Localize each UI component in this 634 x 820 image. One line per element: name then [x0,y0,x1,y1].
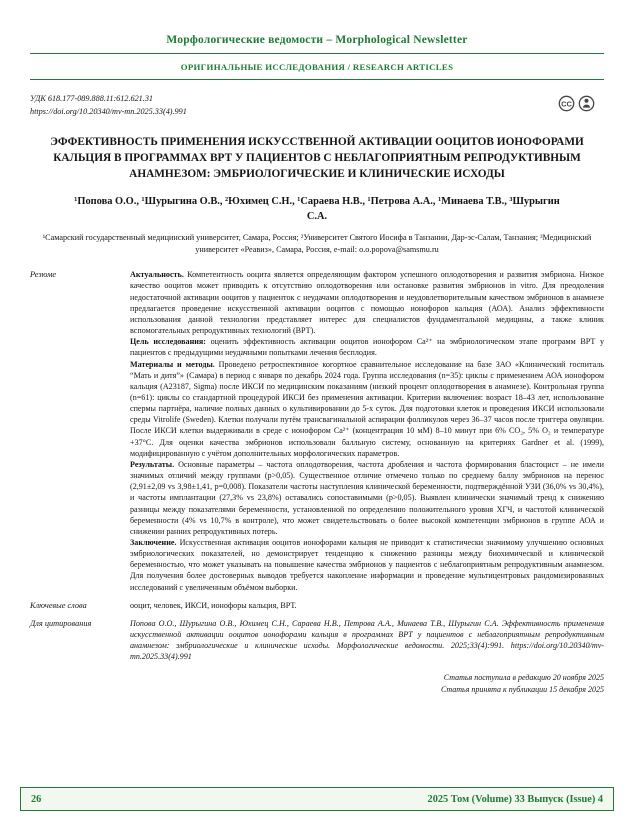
section-strip [30,53,604,80]
paragraph-text: Проведено ретроспективное когортное сравнительное исследование на базе ЗАО «Клинический госпиталь “Мать и дитя”» (Самара) в период с января по декабрь 2024 года. Группа исследования (n=35): циклы с применением АОА ионофором кальция (A23187, Sigma) после ИКСИ по медицинским показаниям (низкий процент оплодотворения в анамнезе). Контрольная группа (n=61): циклы со стандартной процедурой ИКСИ без применения активации. Критерии включения: возраст 18–43 лет, использование спермы партнёра, наличие полных данных о культивировании до 5-х суток. Для подготовки клеток и проведения ИКСИ использовали среды Vitrolife (Sweden). Клетки получали путём трансвагинальной аспирации фолликулов через 36–37 часов после триггера овуляции. После ИКСИ клетки выдерживали в среде с ионофором Ca²⁺ (концентрация 10 мМ) 8–10 минут при 6% CO₂, 5% O₂ и температуре +37°C. Для оценки качества эмбрионов использовали балльную систему, основанную на критериях Gardner et al. (1999), модифицированную с учётом дополнительных морфологических параметров. [130,359,604,458]
meta-row [30,93,604,118]
abstract-paragraph [130,336,604,358]
abstract-body [130,269,604,593]
abstract-label: Резюме [30,270,57,280]
article-affiliations: ¹Самарский государственный медицинский университет, Самара, Россия; ²Университет Святого Иосифа в Танзании, Дар-эс-Салам, Танзания; ³Медицинский университет «Реавиз», Самара, Россия, e-mail: o.o.popova@samsmu.ru [42,232,592,254]
abstract-section [30,269,604,662]
paragraph-lead: Материалы и методы. [130,359,215,369]
paragraph-lead: Результаты. [130,459,175,469]
article-title: ЭФФЕКТИВНОСТЬ ПРИМЕНЕНИЯ ИСКУССТВЕННОЙ АКТИВАЦИИ ООЦИТОВ ИОНОФОРАМИ КАЛЬЦИЯ В ПРОГРАММАХ ВРТ У ПАЦИЕНТОВ С НЕБЛАГОПРИЯТНЫМ РЕПРОДУКТИВНЫМ АНАМНЕЗОМ: ЭМБРИОЛОГИЧЕСКИЕ И КЛИНИЧЕСКИЕ ИСХОДЫ [50,136,584,181]
abstract-paragraph [130,459,604,537]
issue-info: 2025 Том (Volume) 33 Выпуск (Issue) 4 [427,793,603,805]
article-meta [30,93,187,118]
doi-link[interactable]: https://doi.org/10.20340/mv-mn.2025.33(4).991 [30,106,187,116]
abstract-paragraph [130,537,604,593]
footer-bar [20,787,614,811]
article-dates [30,672,604,698]
page-number: 26 [31,793,42,805]
paragraph-lead: Заключение. [130,538,177,547]
svg-text:CC: CC [561,99,572,109]
citation-text: Попова О.О., Шурыгина О.В., Юхимец С.Н., Сараева Н.В., Петрова А.А., Минаева Т.В., Шурыгин С.А. Эффективность применения искусственной активации ооцитов ионофорами кальция в программах ВРТ у пациентов с неблагоприятным репродуктивным анамнезом: эмбриологические и клинические исходы. Морфологические ведомости. 2025;33(4):991. https://doi.org/10.20340/mv-mn.2025.33(4).991 [130,618,604,662]
keywords-label: Ключевые слова [30,600,87,610]
citation-label: Для цитирования [30,618,92,628]
article-authors: ¹Попова О.О., ¹Шурыгина О.В., ²Юхимец С.Н., ¹Сараева Н.В., ¹Петрова А.А., ¹Минаева Т.В., ³Шурыгин С.А. [74,195,560,222]
udk-number: УДК 618.177-089.888.11:612.621.31 [30,94,154,103]
cc-by-license-icon[interactable] [558,95,604,117]
paragraph-lead: Цель исследования: [130,337,206,347]
accepted-date: Статья принята к публикации 15 декабря 2025 [440,685,604,695]
received-date: Статья поступила в редакцию 20 ноября 2025 [443,672,604,682]
paragraph-text: Основные параметры – частота оплодотворения, частота дробления и частота формирования бластоцист – не имели значимых отличий между группами (p>0,05). Существенное отличие отмечено только по среднему баллу эмбрионов на перенос (2,91±2,09 vs 3,98±1,41, p=0,008). Показатели частоты наступления клинической беременности, подтверждённой УЗИ (36,0% vs 30,4%), и частоты имплантации (27,3% vs 23,8%) оставались сопоставимыми (p>0,05). Выявлен клинически значимый тренд к снижению разницы между показателями беременности, установленной по определению положительного уровня ХГЧ, и частотой клинической беременности (4% vs 10,7% в контроле), что может свидетельствовать о более высокой компетенции эмбрионов в группе АОА и снижении ранних репродуктивных потерь. [130,459,604,536]
paragraph-text: оценить эффективность активации ооцитов ионофором Ca²⁺ на эмбриологическом этапе программ ВРТ у пациентов с предыдущими неудачными попытками лечения бесплодия. [130,337,604,358]
abstract-paragraph [130,269,604,336]
abstract-paragraph [130,359,604,459]
paragraph-text: Искусственная активация ооцитов ионофорами кальция не приводит к статистически значимому улучшению основных эмбриологических показателей, но демонстрирует тенденцию к снижению разницы между биохимической и клинической беременностью, что может указывать на повышение качества эмбрионов у пациентов с неблагоприятным репродуктивным анамнезом. Для получения более достоверных выводов требуется накопление информации и проведение мультицентровых рандомизированных исследований с увеличенным объёмом выборки. [130,538,604,592]
section-title: ОРИГИНАЛЬНЫЕ ИССЛЕДОВАНИЯ / RESEARCH ARTICLES [180,62,454,72]
paragraph-text: Компетентность ооцита является определяющим фактором успешного оплодотворения и развития эмбриона. Низкое качество ооцитов может приводить к отсутствию оплодотворения или остановке развития эмбрионов in vitro. Для преодоления недостаточной активации ооцитов у пациенток с неудачами оплодотворения и неудовлетворительным качеством эмбрионов в анамнезе предлагается проведение искусственной активации ооцитов с помощью ионофоров кальция (АОА). Анализ эффективности использования данной технологии представляет интерес для специалистов фундаментальной медицины, а также клиник вспомогательных репродуктивных технологий (ВРТ). [130,270,604,336]
journal-title: Морфологические ведомости – Morphological Newsletter [166,34,468,46]
keywords-text: ооцит, человек, ИКСИ, ионофоры кальция, ВРТ. [130,600,297,610]
paragraph-lead: Актуальность. [130,270,184,280]
